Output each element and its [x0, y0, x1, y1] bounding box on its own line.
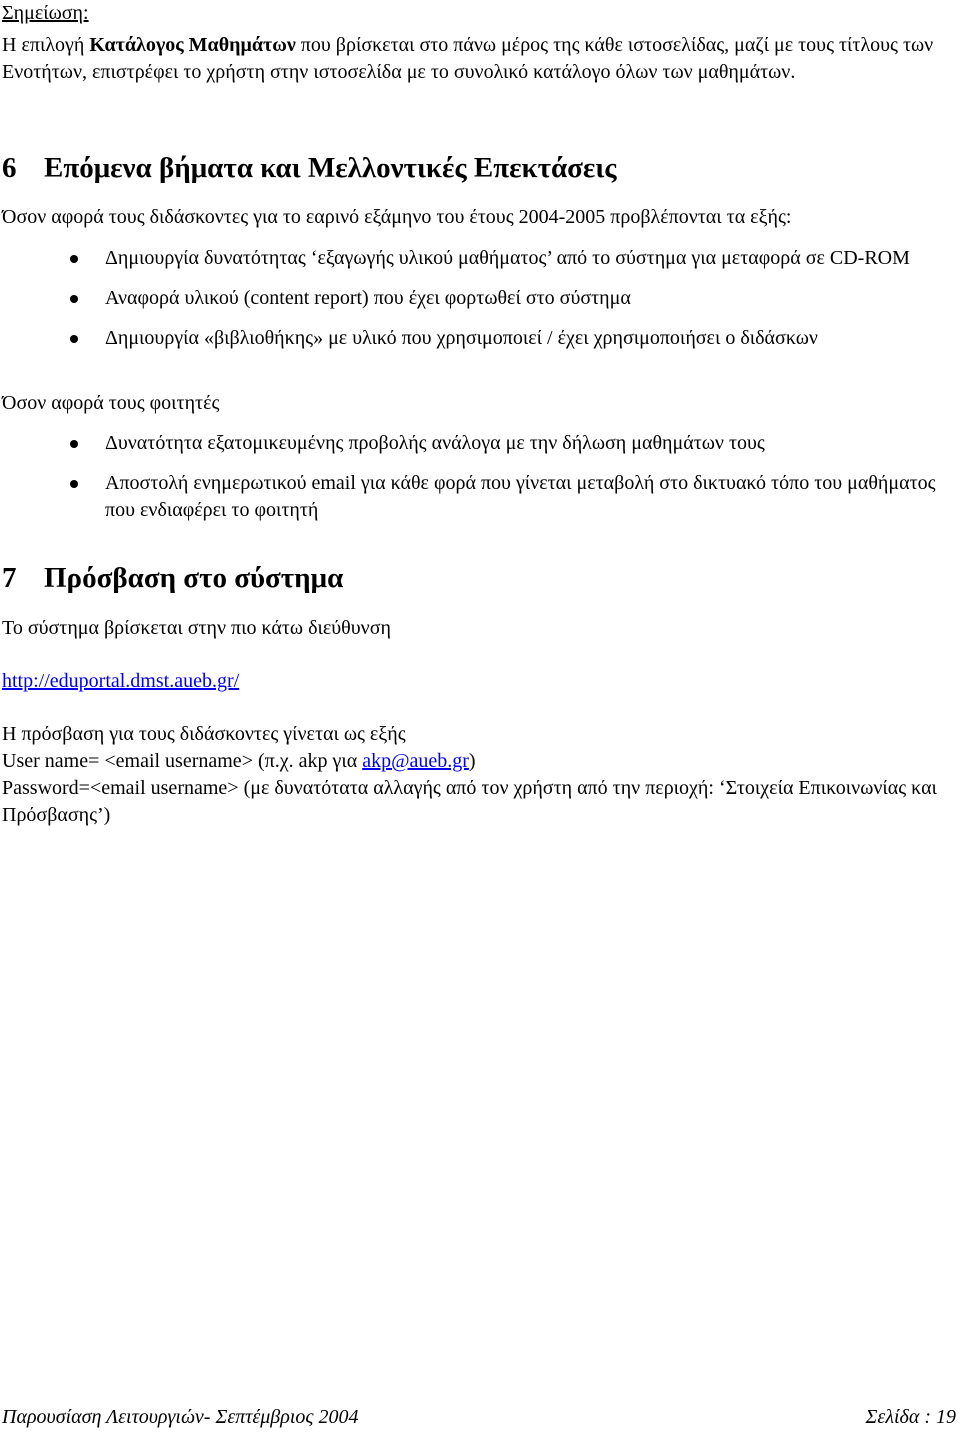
section-6-number: 6 — [2, 152, 17, 184]
username-suffix: ) — [468, 750, 476, 772]
footer-title: Παρουσίαση Λειτουργιών- Σεπτέμβριος 2004 — [2, 1406, 359, 1428]
list-item-text: Αναφορά υλικού (content report) που έχει φορτωθεί στο σύστημα — [105, 287, 631, 309]
students-list — [0, 430, 956, 524]
password-line: Password=<email username> (με δυνατότατα αλλαγής από τον χρήστη από την περιοχή: ‘Στοιχεία Επικοινωνίας και Πρόσβασης’) — [2, 777, 937, 826]
url-paragraph — [2, 668, 956, 695]
list-item — [0, 430, 956, 457]
eduportal-link[interactable]: http://eduportal.dmst.aueb.gr/ — [2, 670, 240, 692]
bullet-icon — [70, 480, 78, 488]
bullet-icon — [70, 440, 78, 448]
list-item — [0, 285, 956, 312]
teachers-intro: Όσον αφορά τους διδάσκοντες για το εαρινό εξάμηνο του έτους 2004-2005 προβλέπονται τα εξής: — [2, 206, 792, 228]
username-prefix: User name= <email username> (π.χ. akp για — [2, 750, 363, 772]
system-location-text: Το σύστημα βρίσκεται στην πιο κάτω διεύθυνση — [2, 617, 391, 639]
bullet-icon — [70, 295, 78, 303]
note-label: Σημείωση: — [2, 2, 89, 24]
list-item — [0, 470, 956, 524]
list-item-text: Δημιουργία «βιβλιοθήκης» με υλικό που χρησιμοποιεί / έχει χρησιμοποιήσει ο διδάσκων — [105, 327, 818, 349]
note-text-before: Η επιλογή — [2, 34, 90, 56]
note-bold-term: Κατάλογος Μαθημάτων — [89, 34, 296, 56]
page-number: Σελίδα : 19 — [865, 1406, 956, 1428]
note-paragraph — [2, 32, 956, 86]
note-text-after: που βρίσκεται στο πάνω μέρος της κάθε ιστοσελίδας, μαζί με τους τίτλους των Ενοτήτων, επιστρέφει το χρήστη στην ιστοσελίδα με το συνολικό κατάλογο όλων των μαθημάτων. — [2, 34, 934, 83]
username-line — [2, 748, 956, 775]
list-item-text: Δημιουργία δυνατότητας ‘εξαγωγής υλικού μαθήματος’ από το σύστημα για μεταφορά σε CD-ROM — [105, 247, 910, 269]
list-item-text: Δυνατότητα εξατομικευμένης προβολής ανάλογα με την δήλωση μαθημάτων τους — [105, 432, 765, 454]
access-instructions — [2, 721, 956, 829]
bullet-icon — [70, 255, 78, 263]
section-7-number: 7 — [2, 562, 17, 594]
section-7-title: Πρόσβαση στο σύστημα — [44, 562, 344, 594]
list-item-text: Αποστολή ενημερωτικού email για κάθε φορά που γίνεται μεταβολή στο δικτυακό τόπο του μαθήματος που ενδιαφέρει το φοιτητή — [105, 472, 936, 521]
list-item — [0, 325, 956, 352]
access-line: Η πρόσβαση για τους διδάσκοντες γίνεται ως εξής — [2, 723, 406, 745]
students-intro: Όσον αφορά τους φοιτητές — [2, 392, 220, 414]
teachers-list — [0, 245, 956, 352]
section-7-heading — [2, 560, 343, 596]
list-item — [0, 245, 956, 272]
section-6-heading — [2, 150, 617, 186]
section-6-title: Επόμενα βήματα και Μελλοντικές Επεκτάσεις — [44, 152, 617, 184]
bullet-icon — [70, 335, 78, 343]
email-link[interactable]: akp@aueb.gr — [362, 750, 469, 772]
